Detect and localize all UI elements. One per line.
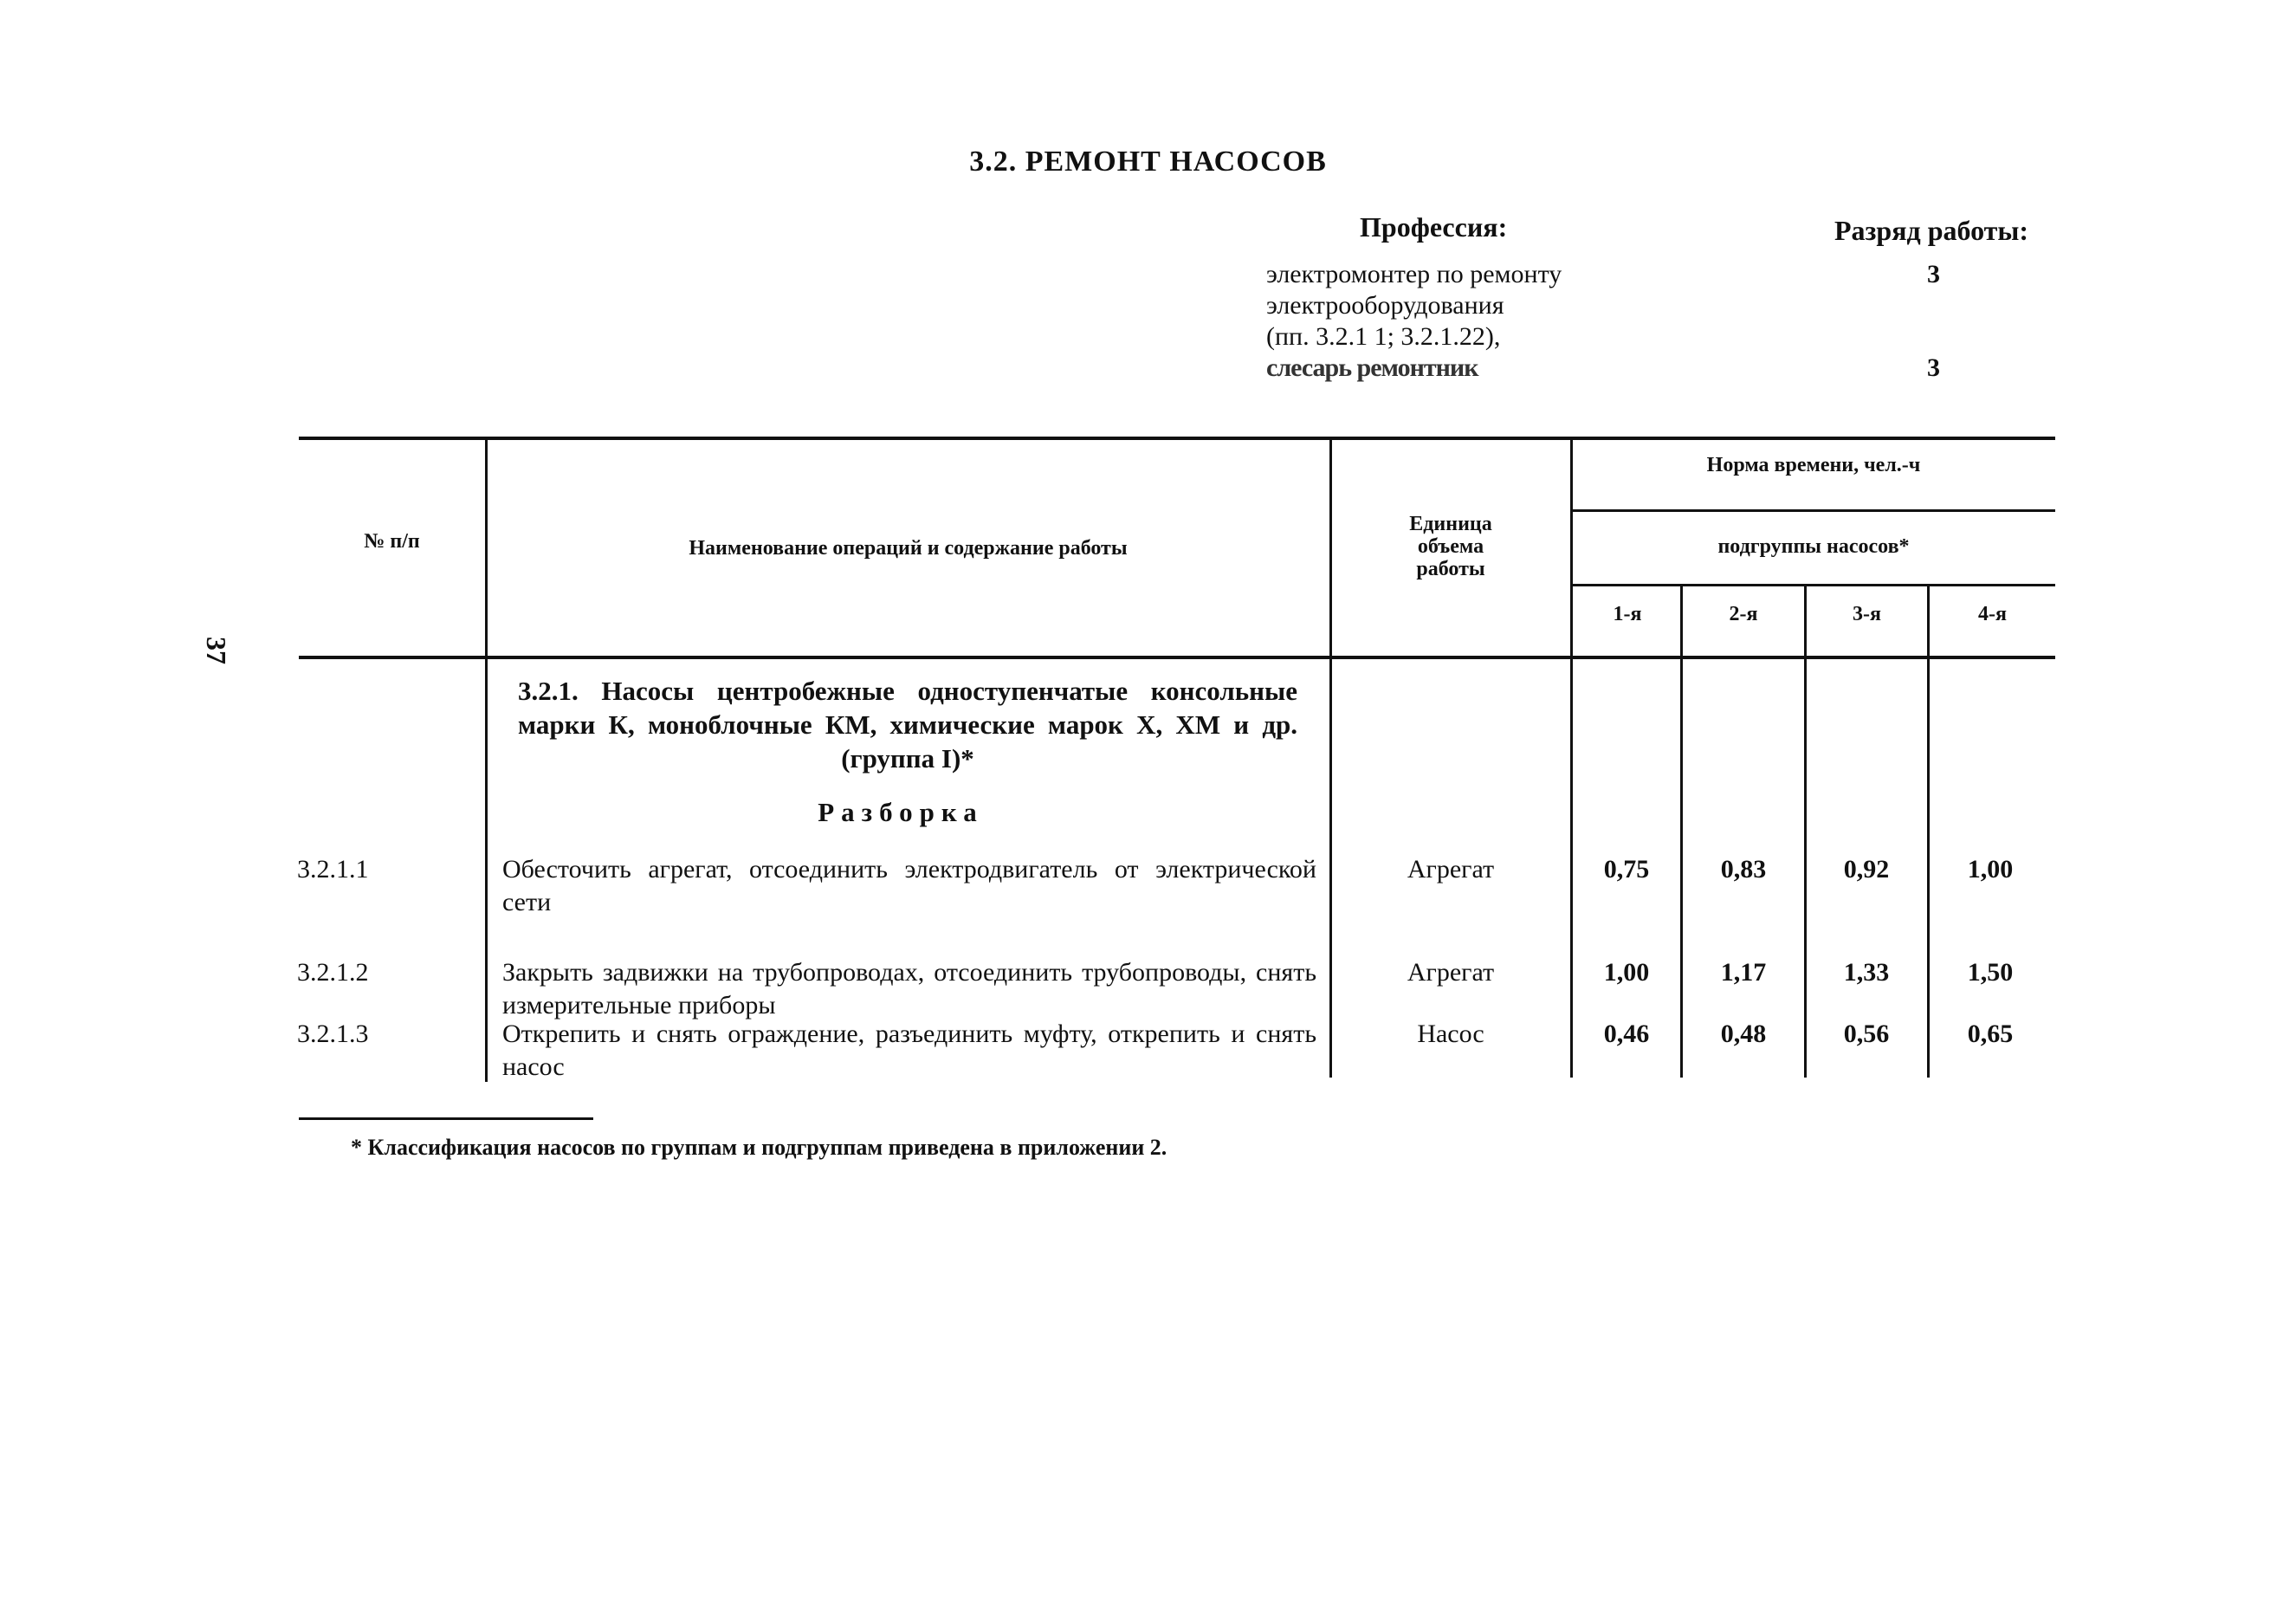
row-unit: Агрегат [1407,855,1495,884]
page-number: 37 [201,637,232,664]
profession-header: Профессия: [1360,211,1508,243]
header-subgroups: подгруппы насосов* [1717,535,1910,558]
profession-line: (пп. 3.2.1 1; 3.2.1.22), [1266,322,1501,351]
row-value-subgroup-1: 0,46 [1603,1020,1650,1048]
col-divider [1804,586,1807,1078]
profession-line: слесарь ремонтник [1266,353,1478,382]
row-value-subgroup-2: 0,83 [1720,855,1767,884]
col-divider [1927,586,1930,1078]
header-bottom-rule [299,656,2055,659]
row-value-subgroup-1: 0,75 [1603,855,1650,884]
section-title: 3.2.1. Насосы центробежные одноступенчатые консольные марки К, моноблочные КМ, химические марок X, ХМ и др. (группа I)* [518,676,1297,774]
rank-value: 3 [1927,260,1940,288]
row-unit: Агрегат [1407,958,1495,987]
row-value-subgroup-4: 0,65 [1967,1020,2014,1048]
subgroup-rule [1572,584,2055,586]
row-value-subgroup-4: 1,00 [1967,855,2014,884]
row-value-subgroup-1: 1,00 [1603,958,1650,987]
row-number: 3.2.1.3 [297,1020,369,1048]
header-num: № п/п [364,530,420,553]
header-name: Наименование операций и содержание работы [689,537,1128,560]
header-subgroup-1: 1-я [1613,603,1642,625]
row-value-subgroup-2: 1,17 [1720,958,1767,987]
table-top-rule [299,437,2055,440]
profession-line: электромонтер по ремонту [1266,260,1562,288]
profession-line: электрооборудования [1266,291,1504,320]
row-operation: Обесточить агрегат, отсоединить электродвигатель от электрической сети [502,855,1316,916]
header-norm: Норма времени, чел.-ч [1706,454,1921,476]
col-divider [485,437,488,1082]
page-title: 3.2. РЕМОНТ НАСОСОВ [969,146,1327,178]
row-number: 3.2.1.1 [297,855,369,884]
rank-header: Разряд работы: [1834,215,2029,246]
footnote-rule [299,1117,593,1120]
col-divider [1680,586,1683,1078]
row-operation: Открепить и снять ограждение, разъединить муфту, открепить и снять насос [502,1020,1316,1081]
row-value-subgroup-4: 1,50 [1967,958,2014,987]
header-subgroup-4: 4-я [1978,603,2007,625]
row-number: 3.2.1.2 [297,958,369,987]
row-value-subgroup-2: 0,48 [1720,1020,1767,1048]
row-value-subgroup-3: 0,92 [1843,855,1890,884]
row-value-subgroup-3: 1,33 [1843,958,1890,987]
header-subgroup-3: 3-я [1853,603,1881,625]
rank-value: 3 [1927,353,1940,382]
subsection-title: Разборка [818,797,984,827]
row-operation: Закрыть задвижки на трубопроводах, отсоединить трубопроводы, снять измерительные приборы [502,958,1316,1020]
row-value-subgroup-3: 0,56 [1843,1020,1890,1048]
norm-rule [1572,509,2055,512]
header-subgroup-2: 2-я [1729,603,1758,625]
row-unit: Насос [1417,1020,1484,1048]
footnote: * Классификация насосов по группам и подгруппам приведена в приложении 2. [351,1135,1167,1160]
header-unit: Единица объема работы [1409,513,1492,580]
